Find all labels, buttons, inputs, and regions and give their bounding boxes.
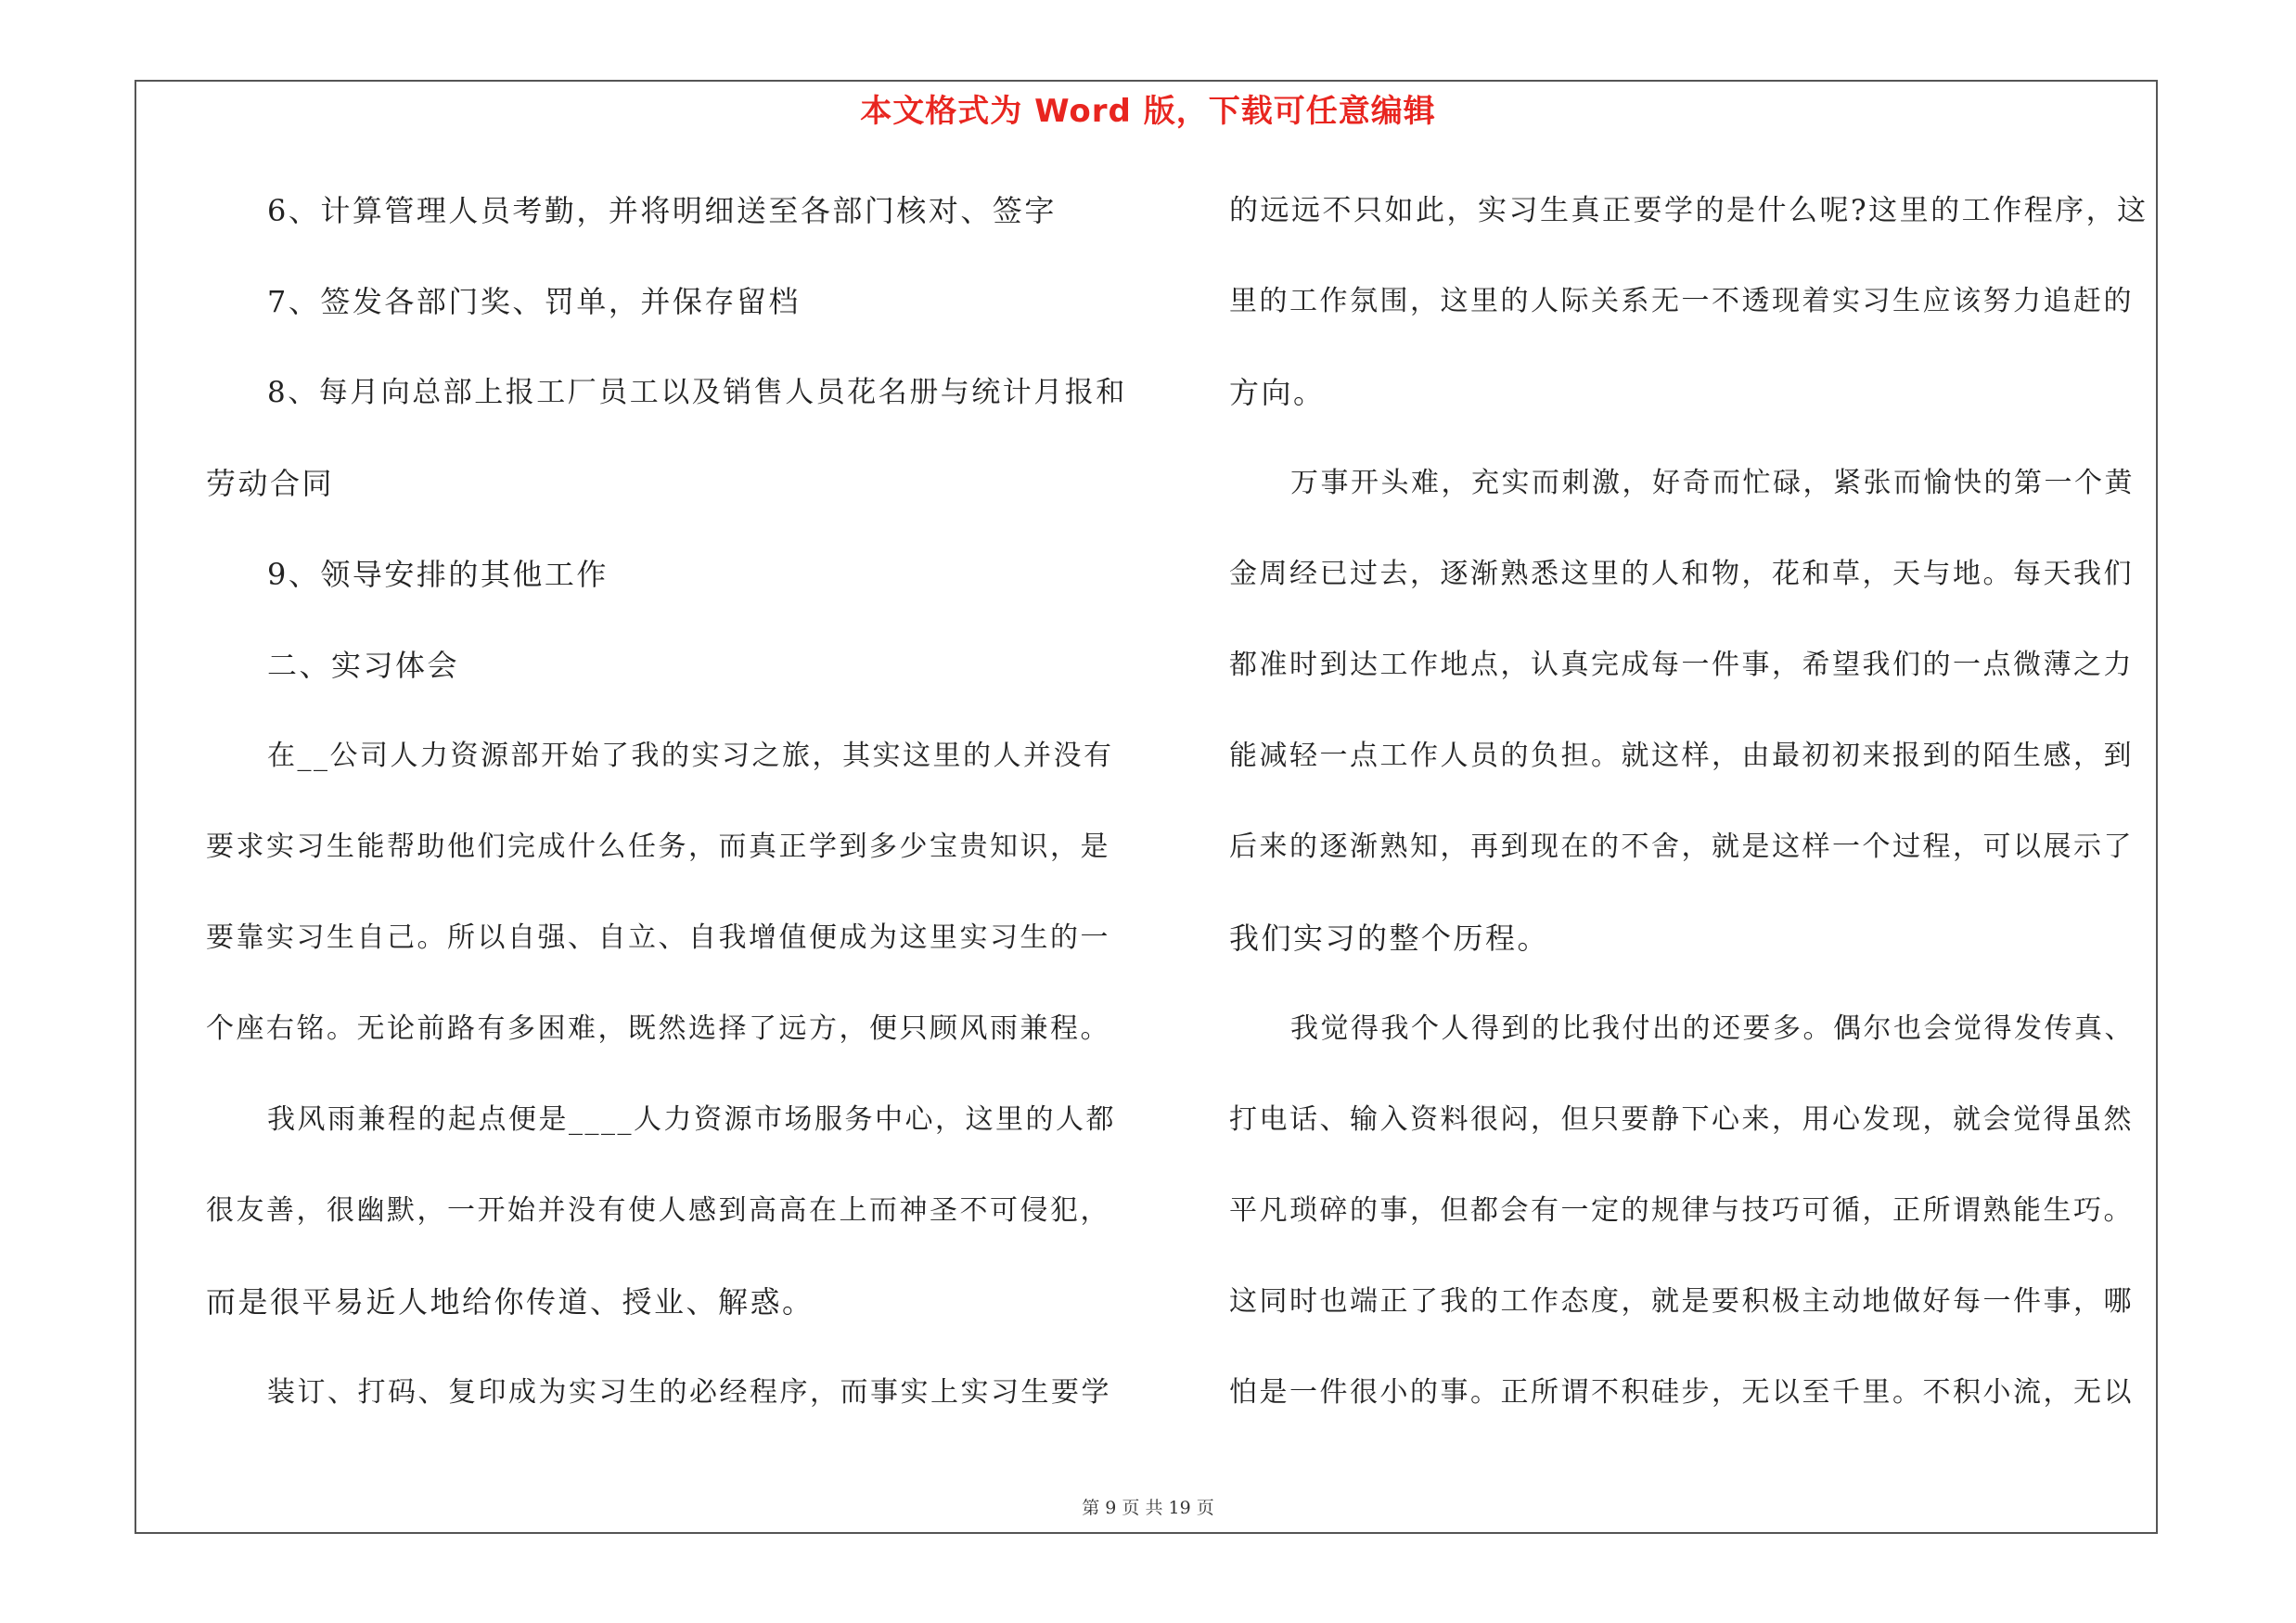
paragraph-line: 万事开头难，充实而刺激，好奇而忙碌，紧张而愉快的第一个黄 [1290,467,2135,499]
paragraph-line: 很友善，很幽默，一开始并没有使人感到高高在上而神圣不可侵犯， [206,1194,1110,1227]
paragraph-line: 7、签发各部门奖、罚单，并保存留档 [267,284,801,319]
document-banner: 本文格式为 Word 版，下载可任意编辑 [860,93,1436,130]
paragraph-line: 9、领导安排的其他工作 [267,557,609,592]
paragraph-line: 要靠实习生自己。所以自强、自立、自我增值便成为这里实习生的一 [206,921,1110,954]
paragraph-line: 打电话、输入资料很闷，但只要静下心来，用心发现，就会觉得虽然 [1229,1103,2134,1136]
paragraph-line: 平凡琐碎的事，但都会有一定的规律与技巧可循，正所谓熟能生巧。 [1229,1194,2134,1227]
paragraph-line: 后来的逐渐熟知，再到现在的不舍，就是这样一个过程，可以展示了 [1229,831,2134,863]
paragraph-line: 劳动合同 [206,466,335,501]
paragraph-line: 8、每月向总部上报工厂员工以及销售人员花名册与统计月报和 [267,376,1127,409]
left-column [206,181,1134,1454]
paragraph-line: 都准时到达工作地点，认真完成每一件事，希望我们的一点微薄之力 [1229,649,2134,681]
right-column [1229,181,2152,1454]
paragraph-line: 要求实习生能帮助他们完成什么任务，而真正学到多少宝贵知识，是 [206,831,1110,863]
paragraph-line: 里的工作氛围，这里的人际关系无一不透现着实习生应该努力追赶的 [1229,285,2134,317]
paragraph-line: 方向。 [1229,375,1326,410]
paragraph-line: 这同时也端正了我的工作态度，就是要积极主动地做好每一件事，哪 [1229,1285,2134,1318]
page-number-footer: 第 9 页 共 19 页 [1082,1498,1214,1518]
paragraph-line: 怕是一件很小的事。正所谓不积硅步，无以至千里。不积小流，无以 [1229,1376,2134,1409]
paragraph-line: 的远远不只如此，实习生真正要学的是什么呢?这里的工作程序，这 [1229,194,2148,227]
paragraph-line: 我风雨兼程的起点便是____人力资源市场服务中心，这里的人都 [267,1103,1116,1136]
paragraph-line: 6、计算管理人员考勤，并将明细送至各部门核对、签字 [267,193,1057,228]
paragraph-line: 装订、打码、复印成为实习生的必经程序，而事实上实习生要学 [267,1376,1111,1409]
paragraph-line: 我们实习的整个历程。 [1229,921,1550,956]
paragraph-line: 个座右铭。无论前路有多困难，既然选择了远方，便只顾风雨兼程。 [206,1012,1110,1045]
paragraph-line: 金周经已过去，逐渐熟悉这里的人和物，花和草，天与地。每天我们 [1229,558,2134,590]
section-heading: 二、实习体会 [267,648,460,683]
paragraph-line: 在__公司人力资源部开始了我的实习之旅，其实这里的人并没有 [267,740,1114,772]
paragraph-line: 而是很平易近人地给你传道、授业、解惑。 [206,1284,815,1320]
paragraph-line: 我觉得我个人得到的比我付出的还要多。偶尔也会觉得发传真、 [1290,1012,2135,1045]
paragraph-line: 能减轻一点工作人员的负担。就这样，由最初初来报到的陌生感，到 [1229,740,2134,772]
